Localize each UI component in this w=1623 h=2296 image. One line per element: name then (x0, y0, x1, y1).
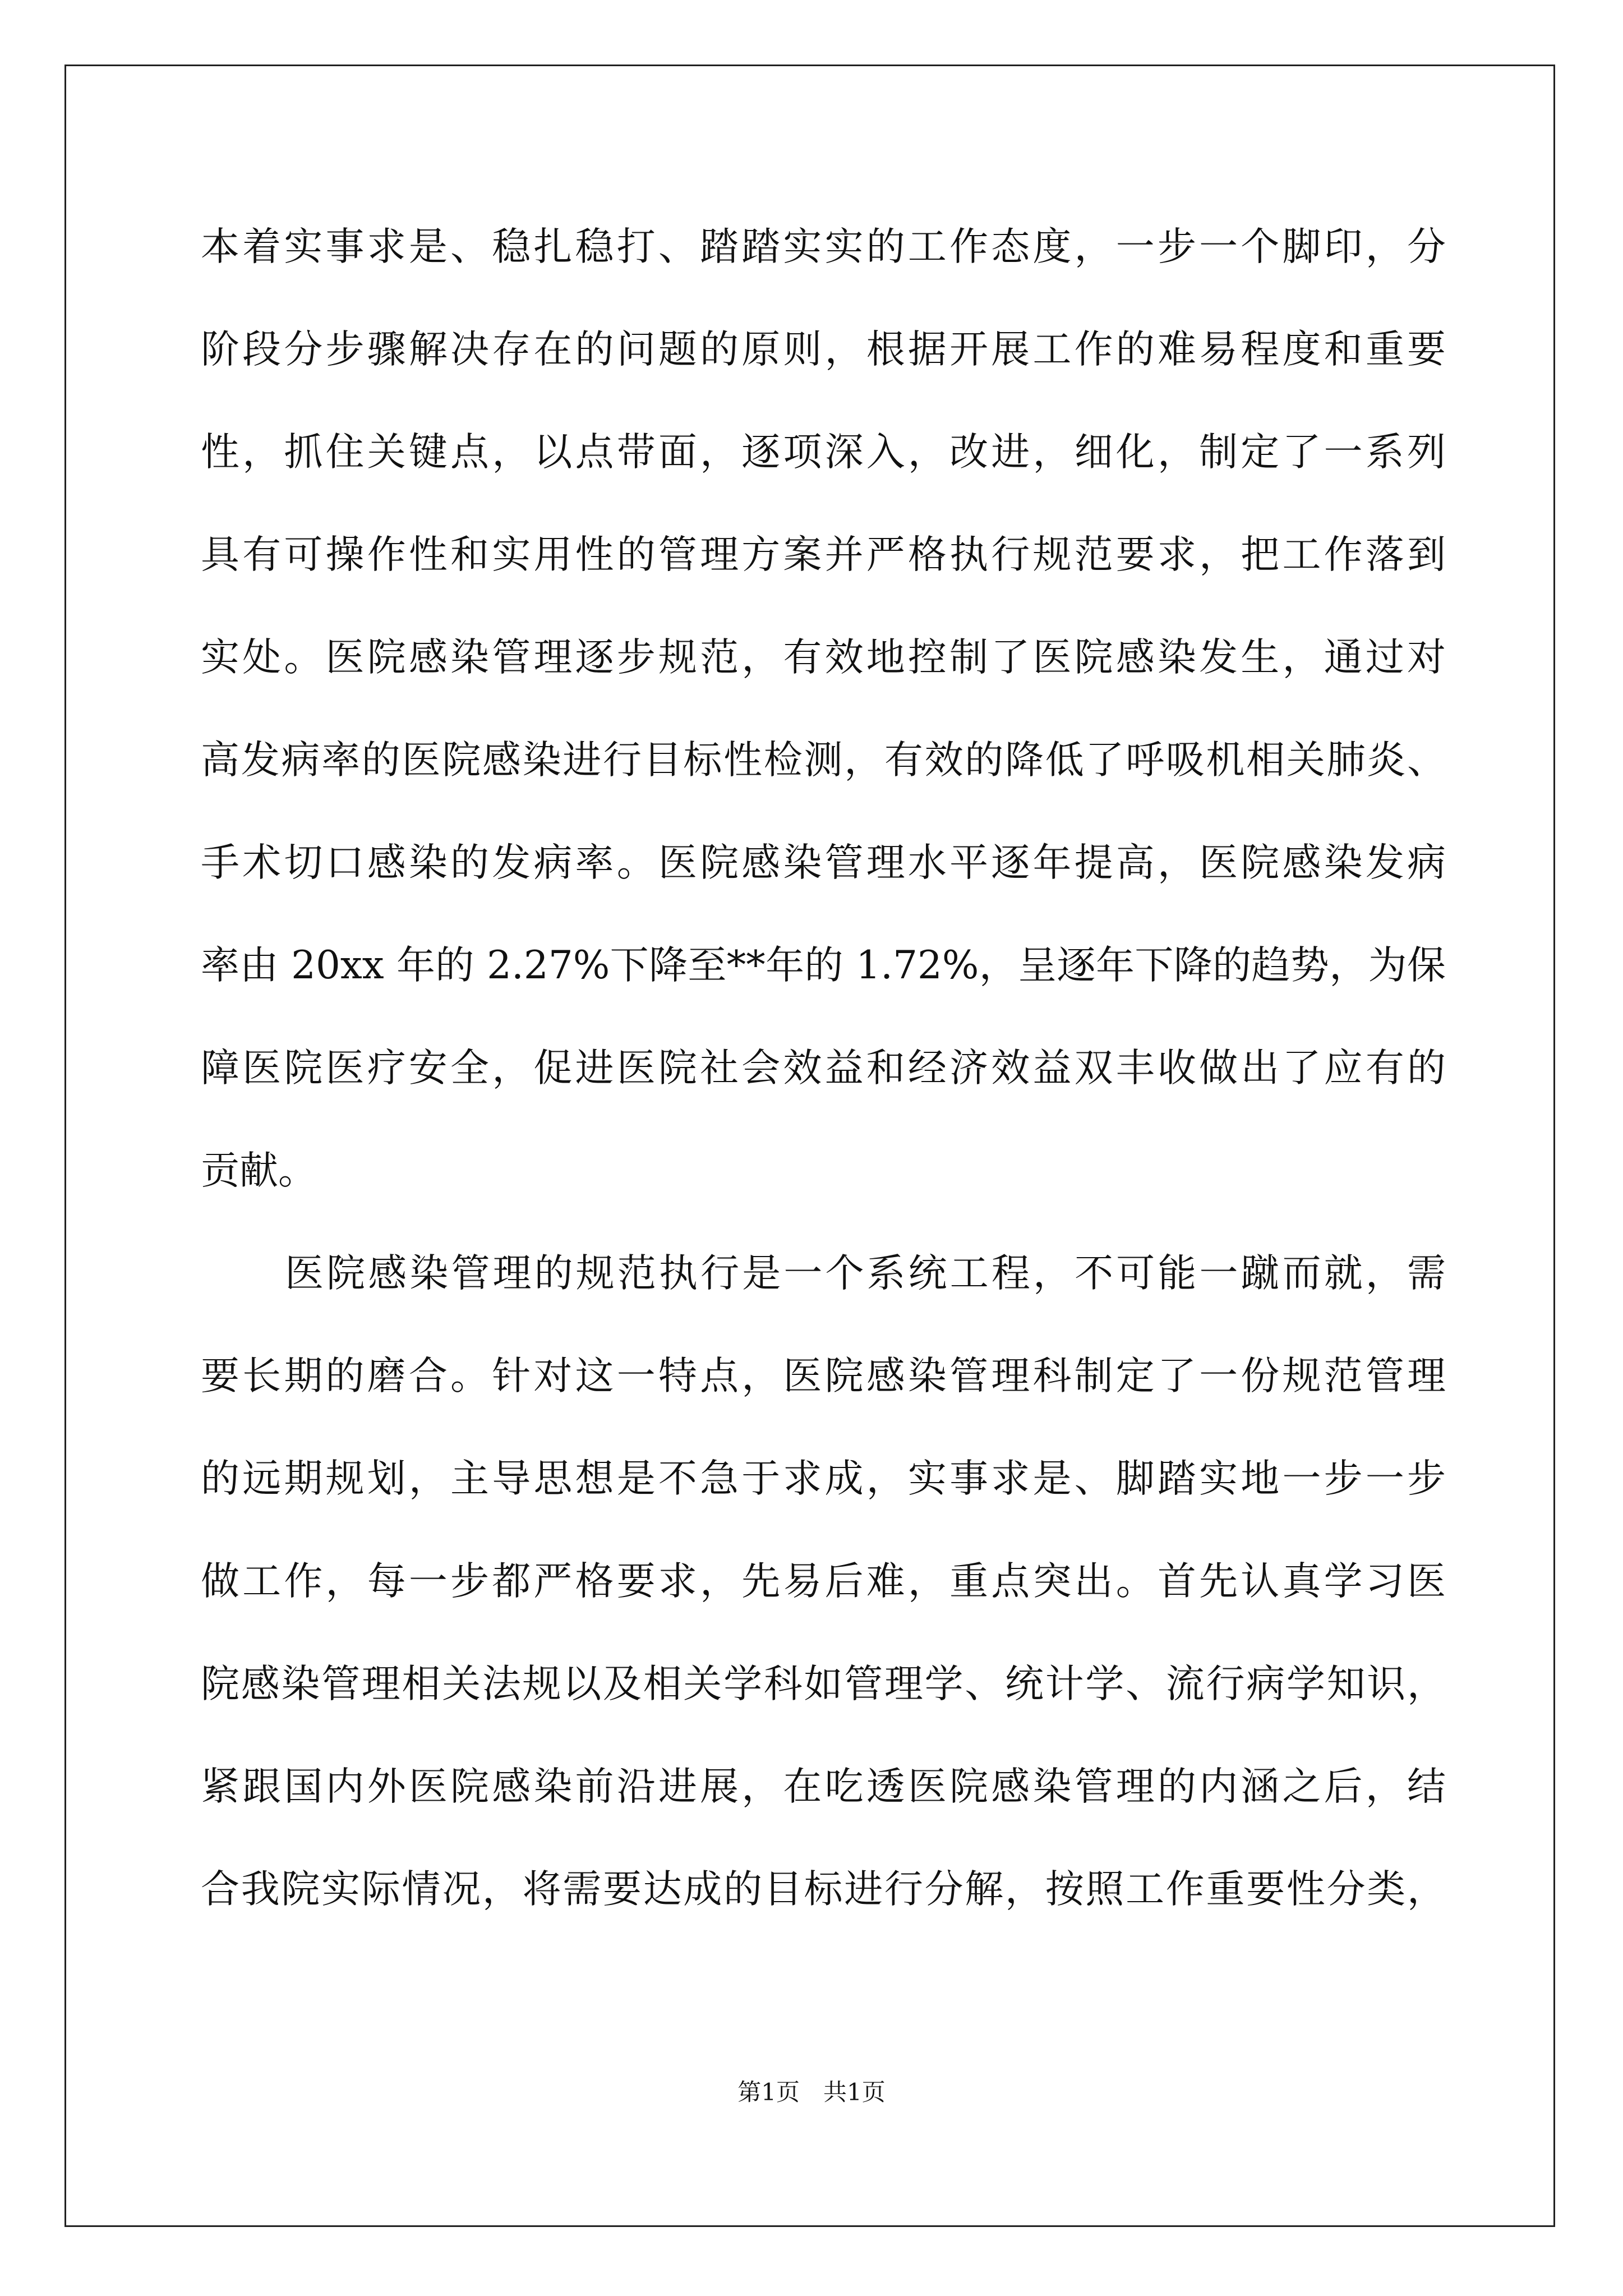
paragraph-1-line-7: 手术切口感染的发病率。医院感染管理水平逐年提高，医院感染发病 (201, 840, 1446, 885)
paragraph-1-line-10: 贡献。 (201, 1148, 317, 1193)
paragraph-2-line-6: 紧跟国内外医院感染前沿进展，在吃透医院感染管理的内涵之后，结 (201, 1764, 1446, 1809)
paragraph-1-line-5: 实处。医院感染管理逐步规范，有效地控制了医院感染发生，通过对 (201, 635, 1446, 680)
paragraph-1-line-3: 性，抓住关键点，以点带面，逐项深入，改进，细化，制定了一系列 (201, 430, 1446, 475)
paragraph-2-line-2: 要长期的磨合。针对这一特点，医院感染管理科制定了一份规范管理 (201, 1354, 1446, 1398)
paragraph-2-line-4: 做工作，每一步都严格要求，先易后难，重点突出。首先认真学习医 (201, 1559, 1446, 1604)
page-number-footer: 第1页 共1页 (737, 2078, 886, 2106)
paragraph-1-line-2: 阶段分步骤解决存在的问题的原则，根据开展工作的难易程度和重要 (201, 327, 1446, 372)
paragraph-2-line-7: 合我院实际情况，将需要达成的目标进行分解，按照工作重要性分类， (201, 1867, 1446, 1912)
paragraph-1-line-8: 率由 20xx 年的 2.27%下降至**年的 1.72%，呈逐年下降的趋势，为保 (201, 943, 1446, 988)
paragraph-1-line-1: 本着实事求是、稳扎稳打、踏踏实实的工作态度，一步一个脚印，分 (201, 224, 1446, 269)
paragraph-2-line-3: 的远期规划，主导思想是不急于求成，实事求是、脚踏实地一步一步 (201, 1456, 1446, 1501)
paragraph-1-line-6: 高发病率的医院感染进行目标性检测，有效的降低了呼吸机相关肺炎、 (201, 738, 1446, 783)
paragraph-2-line-1: 医院感染管理的规范执行是一个系统工程，不可能一蹴而就，需 (285, 1251, 1446, 1296)
paragraph-1-line-4: 具有可操作性和实用性的管理方案并严格执行规范要求，把工作落到 (201, 532, 1446, 577)
paragraph-1-line-9: 障医院医疗安全，促进医院社会效益和经济效益双丰收做出了应有的 (201, 1046, 1446, 1091)
paragraph-2-line-5: 院感染管理相关法规以及相关学科如管理学、统计学、流行病学知识， (201, 1662, 1446, 1706)
